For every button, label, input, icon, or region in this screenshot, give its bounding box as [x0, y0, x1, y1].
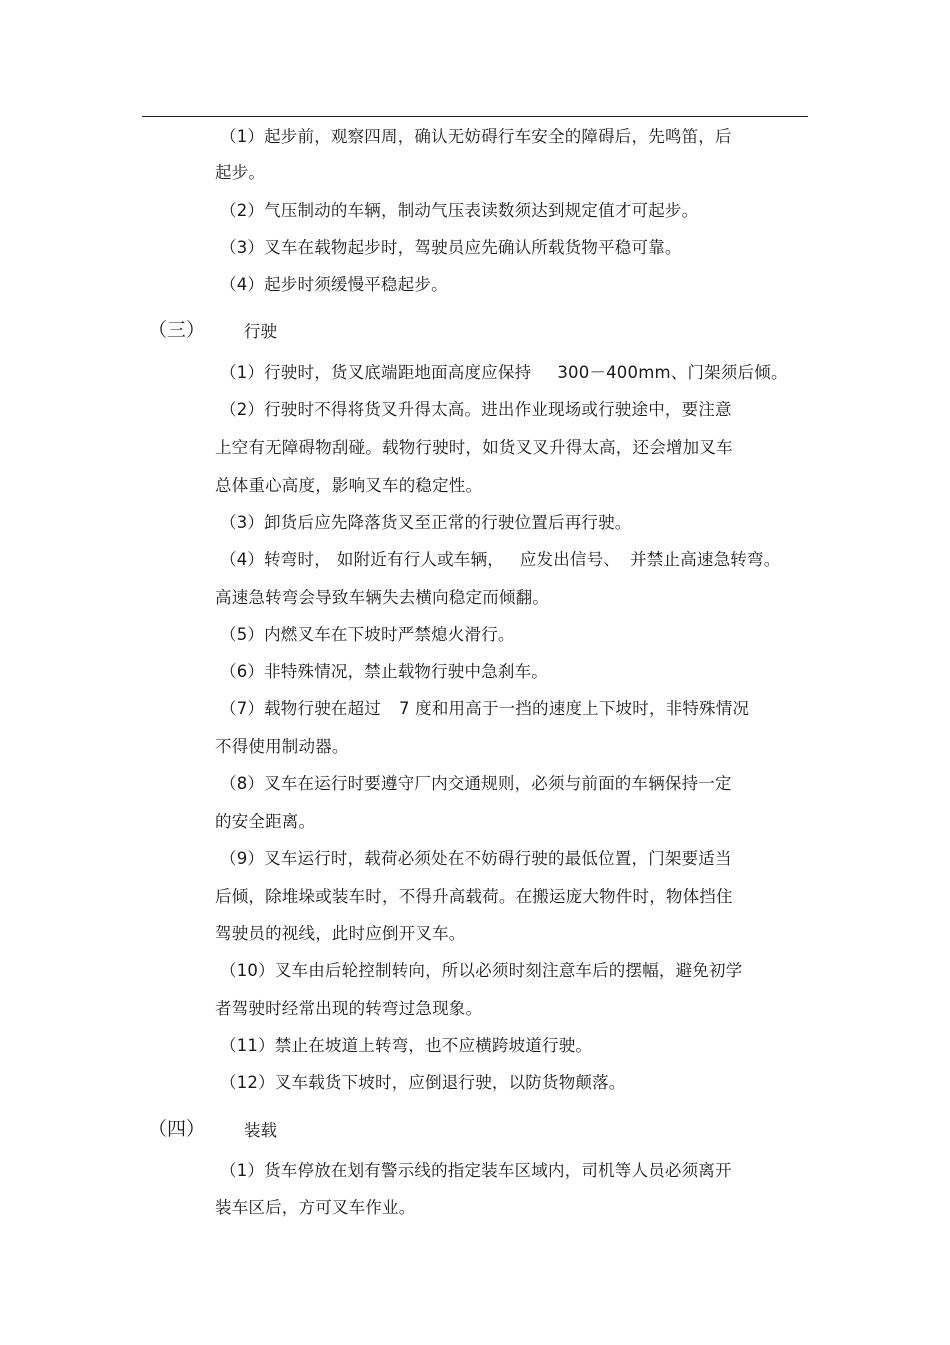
drive-item-2-line-1: （2）行驶时不得将货叉升得太高。进出作业现场或行驶途中，要注意: [220, 400, 732, 419]
drive-item-7-line-2: 不得使用制动器。: [215, 737, 349, 756]
drive-item-5: （5）内燃叉车在下坡时严禁熄火滑行。: [220, 625, 515, 644]
drive-item-4-part-1: （4）转弯时，: [220, 550, 331, 569]
drive-item-9-line-3: 驾驶员的视线，此时应倒开叉车。: [215, 924, 466, 943]
drive-item-4-part-4: 并禁止高速急转弯。: [630, 550, 781, 569]
start-item-4: （4）起步时须缓慢平稳起步。: [220, 275, 448, 294]
drive-item-4-line-1: [220, 550, 780, 570]
section-4-title: 装载: [244, 1121, 277, 1140]
drive-item-7-part-1: （7）载物行驶在超过: [220, 699, 381, 718]
drive-item-9-line-2: 后倾，除堆垛或装车时，不得升高载荷。在搬运庞大物件时，物体挡住: [215, 887, 733, 906]
drive-item-1-text: （1）行驶时，货叉底端距地面高度应保持: [220, 363, 532, 382]
drive-item-2-line-3: 总体重心高度，影响叉车的稳定性。: [215, 476, 483, 495]
drive-item-4-part-3: 应发出信号、: [519, 550, 621, 569]
drive-item-9-line-1: （9）叉车运行时，载荷必须处在不妨碍行驶的最低位置，门架要适当: [220, 849, 732, 868]
drive-item-2-line-2: 上空有无障碍物刮碰。载物行驶时，如货叉叉升得太高，还会增加叉车: [215, 438, 733, 457]
drive-item-10-line-2: 者驾驶时经常出现的转弯过急现象。: [215, 999, 483, 1018]
load-item-1-line-1: （1）货车停放在划有警示线的指定装车区域内，司机等人员必须离开: [220, 1161, 732, 1180]
header-rule: [142, 116, 808, 117]
start-item-2: （2）气压制动的车辆，制动气压表读数须达到规定值才可起步。: [220, 201, 699, 220]
drive-item-12: （12）叉车载货下坡时，应倒退行驶，以防货物颠落。: [220, 1073, 626, 1092]
drive-item-8-line-2: 的安全距离。: [215, 812, 316, 831]
section-4-number: （四）: [148, 1118, 206, 1140]
drive-item-7-line-1: [220, 699, 749, 719]
start-item-1-line-1: （1）起步前，观察四周，确认无妨碍行车安全的障碍后，先鸣笛，后: [220, 127, 732, 146]
section-3-number: （三）: [148, 319, 206, 341]
drive-item-10-line-1: （10）叉车由后轮控制转向，所以必须时刻注意车后的摆幅，避免初学: [220, 961, 743, 980]
start-item-1-line-2: 起步。: [215, 163, 266, 182]
drive-item-6: （6）非特殊情况，禁止载物行驶中急刹车。: [220, 662, 548, 681]
drive-item-3: （3）卸货后应先降落货叉至正常的行驶位置后再行驶。: [220, 513, 632, 532]
drive-item-4-line-2: 高速急转弯会导致车辆失去横向稳定而倾翻。: [215, 588, 549, 607]
drive-item-8-line-1: （8）叉车在运行时要遵守厂内交通规则，必须与前面的车辆保持一定: [220, 774, 732, 793]
section-3-title: 行驶: [244, 322, 277, 341]
load-item-1-line-2: 装车区后，方可叉车作业。: [215, 1198, 416, 1217]
start-item-3: （3）叉车在载物起步时，驾驶员应先确认所载货物平稳可靠。: [220, 238, 682, 257]
drive-item-1-value: 300－400mm、门架须后倾。: [557, 363, 788, 382]
drive-item-1: [220, 363, 788, 383]
drive-item-4-part-2: 如附近有行人或车辆，: [336, 550, 504, 569]
drive-item-7-part-2: 7 度和用高于一挡的速度上下坡时，非特殊情况: [399, 699, 750, 718]
drive-item-11: （11）禁止在坡道上转弯，也不应横跨坡道行驶。: [220, 1036, 593, 1055]
